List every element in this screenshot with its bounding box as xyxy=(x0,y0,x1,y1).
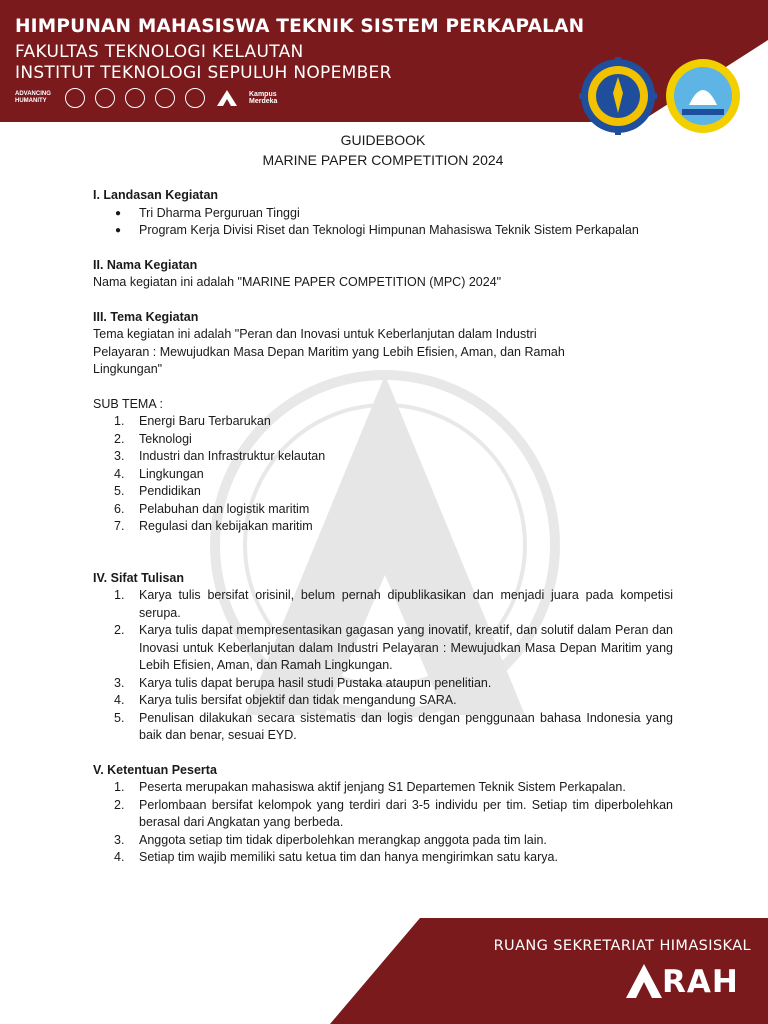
sub-tema-heading: SUB TEMA : xyxy=(93,396,163,411)
section-heading-sifat: IV. Sifat Tulisan xyxy=(93,570,184,585)
kampus-merdeka-logo: Kampus Merdeka xyxy=(249,91,278,105)
arah-logo-icon xyxy=(624,962,664,1000)
partner-logo-2 xyxy=(95,88,115,108)
list-item: 2. Perlombaan bersifat kelompok yang terdiri dari 3-5 individu per tim. Setiap tim diperbolehkan berasal dari Angkatan yang berbeda. xyxy=(114,797,673,829)
list-item: 5. Penulisan dilakukan secara sistematis dan logis dengan penggunaan bahasa Indonesia yang baik dan benar, sesuai EYD. xyxy=(114,710,673,742)
list-item: 4. Lingkungan xyxy=(114,466,204,481)
faculty-seal-icon xyxy=(664,57,742,135)
arah-mini-logo xyxy=(215,88,239,108)
sub-tema-list xyxy=(93,413,673,536)
partner-logo-4 xyxy=(155,88,175,108)
ketentuan-list xyxy=(93,779,673,867)
document-body xyxy=(93,130,673,867)
footer-secretariat: RUANG SEKRETARIAT HIMASISKAL xyxy=(493,938,751,954)
landasan-list xyxy=(93,205,673,240)
advancing-humanity-logo: ADVANCING HUMANITY xyxy=(15,91,51,104)
list-item: 4. Setiap tim wajib memiliki satu ketua tim dan hanya mengirimkan satu karya. xyxy=(114,850,558,864)
partner-logos xyxy=(15,88,289,108)
its-seal-icon xyxy=(579,57,657,135)
list-item: ● Program Kerja Divisi Riset dan Teknologi Himpunan Mahasiswa Teknik Sistem Perkapalan xyxy=(93,222,673,240)
list-item: 5. Pendidikan xyxy=(114,484,201,498)
header-institute: INSTITUT TEKNOLOGI SEPULUH NOPEMBER xyxy=(15,63,392,83)
header-org-name: HIMPUNAN MAHASISWA TEKNIK SISTEM PERKAPALAN xyxy=(15,16,585,37)
list-item: ● Tri Dharma Perguruan Tinggi xyxy=(93,205,673,223)
section-heading-tema: III. Tema Kegiatan xyxy=(93,309,199,324)
list-item: 3. Karya tulis dapat berupa hasil studi Pustaka ataupun penelitian. xyxy=(114,675,492,690)
list-item: 2. Teknologi xyxy=(114,431,192,446)
section-heading-ketentuan: V. Ketentuan Peserta xyxy=(93,762,217,777)
doc-title xyxy=(93,130,673,170)
footer-logo-text: RAH xyxy=(662,964,739,1000)
list-item: 1. Karya tulis bersifat orisinil, belum pernah dipublikasikan dan menjadi juara pada kompetisi serupa. xyxy=(114,588,673,620)
list-item: 4. Karya tulis bersifat objektif dan tidak mengandung SARA. xyxy=(114,693,457,707)
list-item: 2. Karya tulis dapat mempresentasikan gagasan yang inovatif, kreatif, dan solutif dalam Peran dan Inovasi untuk Keberlanjutan dalam Industri Pelayaran : Mewujudkan Masa Depan Maritim yang Lebih Efisien, Aman, dan Ramah Lingkungan. xyxy=(114,623,673,672)
section-heading-landasan: I. Landasan Kegiatan xyxy=(93,188,219,202)
doc-title-line1: GUIDEBOOK xyxy=(340,132,426,148)
list-item: 6. Pelabuhan dan logistik maritim xyxy=(114,501,310,516)
list-item: 1. Energi Baru Terbarukan xyxy=(114,414,271,428)
partner-logo-5 xyxy=(185,88,205,108)
partner-logo-3 xyxy=(125,88,145,108)
sifat-list xyxy=(93,587,673,745)
header-faculty: FAKULTAS TEKNOLOGI KELAUTAN xyxy=(15,42,304,62)
doc-title-line2: MARINE PAPER COMPETITION 2024 xyxy=(262,152,504,168)
tema-text: Tema kegiatan ini adalah "Peran dan Inovasi untuk Keberlanjutan dalam Industri Pelayaran : Mewujudkan Masa Depan Maritim yang Lebih Efisien, Aman, dan Ramah Lingkungan" xyxy=(93,327,565,376)
nama-text: Nama kegiatan ini adalah "MARINE PAPER COMPETITION (MPC) 2024" xyxy=(93,275,502,289)
section-heading-nama: II. Nama Kegiatan xyxy=(93,257,198,272)
list-item: 1. Peserta merupakan mahasiswa aktif jenjang S1 Departemen Teknik Sistem Perkapalan. xyxy=(114,780,626,794)
list-item: 3. Anggota setiap tim tidak diperbolehkan merangkap anggota pada tim lain. xyxy=(114,832,547,847)
partner-logo-its xyxy=(65,88,85,108)
list-item: 3. Industri dan Infrastruktur kelautan xyxy=(114,449,326,463)
list-item: 7. Regulasi dan kebijakan maritim xyxy=(114,519,313,533)
